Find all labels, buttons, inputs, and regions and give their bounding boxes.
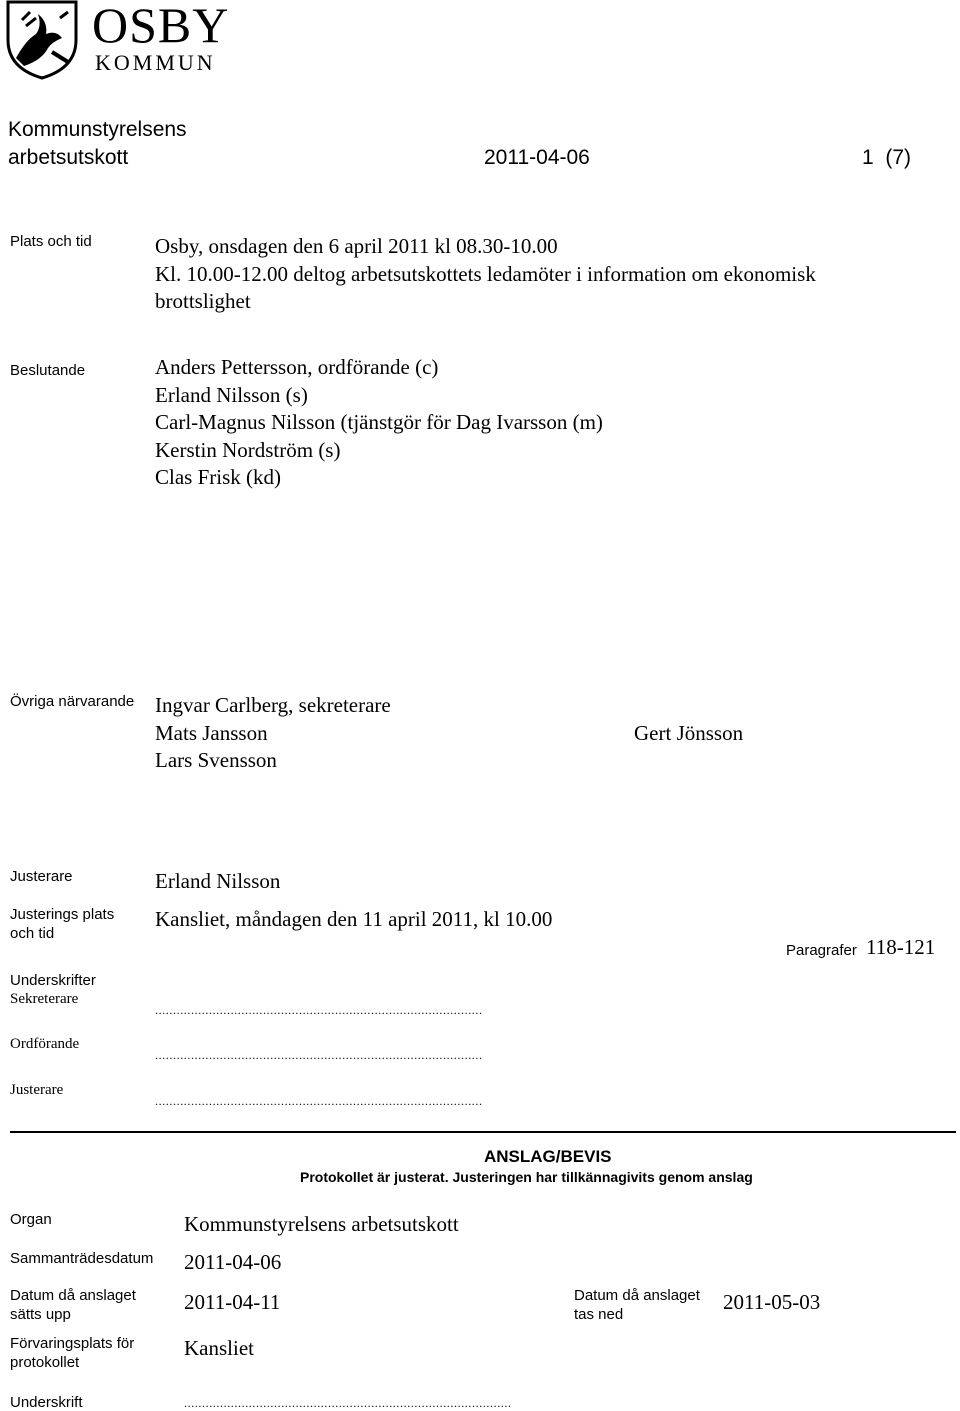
- notice-subtitle: Protokollet är justerat. Justeringen har tillkännagivits genom anslag: [300, 1169, 753, 1185]
- posted-date-value: 2011-04-11: [184, 1290, 281, 1314]
- notice-title: ANSLAG/BEVIS: [484, 1147, 612, 1166]
- chair-label: Ordförande: [10, 1036, 80, 1052]
- deciding-list: [155, 355, 603, 493]
- logo-subtitle: KOMMUN: [95, 50, 216, 75]
- adjuster-name: Erland Nilsson: [155, 869, 281, 893]
- organ-label: Organ: [10, 1211, 52, 1228]
- place-time-value: [155, 234, 816, 317]
- place-time-label: Plats och tid: [10, 233, 92, 250]
- deciding-label: Beslutande: [10, 362, 86, 379]
- removed-date-value: 2011-05-03: [723, 1290, 821, 1314]
- others-member: Mats Jansson: [155, 720, 268, 745]
- header-org-line2: arbetsutskott: [8, 146, 129, 169]
- deciding-member: Carl-Magnus Nilsson (tjänstgör för Dag Ivarsson (m): [155, 410, 603, 434]
- secretary-label: Sekreterare: [10, 991, 79, 1007]
- storage-label-2: protokollet: [10, 1354, 80, 1371]
- meeting-date-value: 2011-04-06: [184, 1250, 282, 1274]
- adjust-place-label-2: och tid: [10, 925, 55, 942]
- removed-label-2: tas ned: [574, 1306, 624, 1323]
- removed-label-1: Datum då anslaget: [574, 1287, 700, 1304]
- posted-label-2: sätts upp: [10, 1306, 71, 1323]
- chair-signature-line: ...........................................................................................: [155, 1048, 483, 1062]
- others-member: Ingvar Carlberg, sekreterare: [155, 693, 391, 717]
- adjust-place-label-1: Justerings plats: [10, 906, 115, 923]
- meeting-date-label: Sammanträdesdatum: [10, 1250, 154, 1267]
- others-list: [155, 693, 391, 776]
- others-member-right: Gert Jönsson: [634, 721, 744, 745]
- adjuster-sign-label: Justerare: [10, 1082, 64, 1098]
- logo-name: OSBY: [92, 0, 230, 53]
- organ-value: Kommunstyrelsens arbetsutskott: [184, 1212, 459, 1236]
- adjuster-label: Justerare: [10, 868, 73, 885]
- adjust-place-value: Kansliet, måndagen den 11 april 2011, kl 10.00: [155, 907, 553, 931]
- deciding-member: Anders Pettersson, ordförande (c): [155, 355, 439, 379]
- others-label: Övriga närvarande: [10, 693, 135, 710]
- adjuster-signature-line: ...........................................................................................: [155, 1094, 483, 1108]
- place-line: Osby, onsdagen den 6 april 2011 kl 08.30-10.00: [155, 234, 558, 258]
- posted-label-1: Datum då anslaget: [10, 1287, 136, 1304]
- header-page-number: 1 (7): [862, 146, 912, 169]
- place-line: Kl. 10.00-12.00 deltog arbetsutskottets ledamöter i information om ekonomisk: [155, 261, 816, 286]
- signature-line: ...........................................................................................: [184, 1396, 512, 1410]
- paragraphs-label: Paragrafer: [786, 942, 857, 959]
- signature-label: Underskrift: [10, 1394, 83, 1411]
- place-line: brottslighet: [155, 289, 251, 313]
- section-divider: [10, 1131, 956, 1133]
- header-date: 2011-04-06: [484, 146, 590, 169]
- deciding-member: Erland Nilsson (s): [155, 382, 308, 407]
- signatures-label: Underskrifter: [10, 972, 96, 989]
- osby-coat-of-arms-icon: [2, 0, 82, 80]
- storage-value: Kansliet: [184, 1336, 254, 1360]
- secretary-signature-line: ...........................................................................................: [155, 1003, 483, 1017]
- header-org-line1: Kommunstyrelsens: [8, 118, 187, 141]
- deciding-member: Kerstin Nordström (s): [155, 437, 341, 462]
- storage-label-1: Förvaringsplats för: [10, 1335, 135, 1352]
- paragraphs-value: 118-121: [866, 935, 936, 959]
- logo: [0, 0, 240, 80]
- deciding-member: Clas Frisk (kd): [155, 465, 281, 489]
- others-member: Lars Svensson: [155, 748, 277, 772]
